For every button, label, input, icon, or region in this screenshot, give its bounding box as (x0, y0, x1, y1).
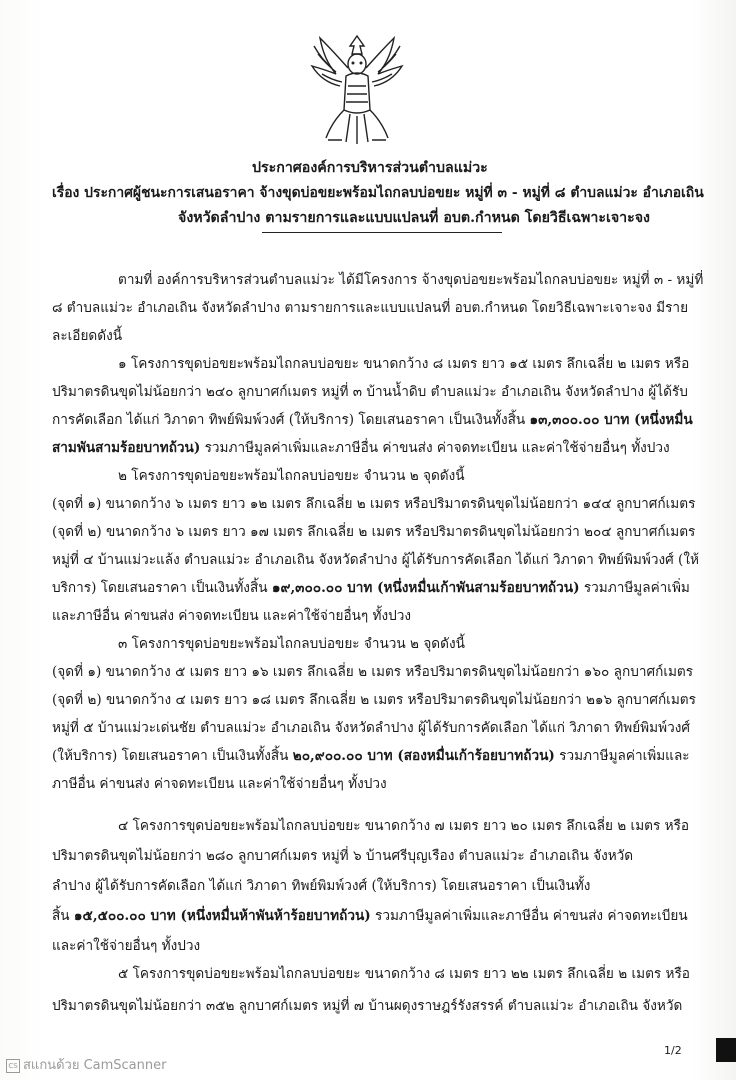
item5-line-2: ปริมาตรดินขุดไม่น้อยกว่า ๓๕๒ ลูกบาศก์เมตร หมู่ที่ ๗ บ้านผดุงราษฎร์รังสรรค์ ตำบลแม่วะ อำเภอเถิน จังหวัด (52, 998, 683, 1014)
item4-line-5: และค่าใช้จ่ายอื่นๆ ทั้งปวง (52, 938, 201, 954)
item3-line-1: ๓ โครงการขุดบ่อขยะพร้อมไถกลบบ่อขยะ จำนวน ๒ จุดดังนี้ (118, 636, 465, 652)
subject-line-2: จังหวัดลำปาง ตามรายการและแบบแปลนที่ อบต.กำหนด โดยวิธีเฉพาะเจาะจง (178, 210, 650, 226)
item4-line-1: ๔ โครงการขุดบ่อขยะพร้อมไถกลบบ่อขยะ ขนาดกว้าง ๗ เมตร ยาว ๒๐ เมตร ลึกเฉลี่ย ๒ เมตร หรือ (118, 818, 690, 834)
intro-line-1: ตามที่ องค์การบริหารส่วนตำบลแม่วะ ได้มีโครงการ จ้างขุดบ่อขยะพร้อมไถกลบบ่อขยะ หมู่ที่ ๓ - หมู่ที่ (118, 272, 704, 288)
item2-line-4: หมู่ที่ ๔ บ้านแม่วะแล้ง ตำบลแม่วะ อำเภอเถิน จังหวัดลำปาง ผู้ได้รับการคัดเลือก ได้แก่ วิภาดา ทิพย์พิมพ์วงศ์ (ให้ (52, 552, 699, 568)
item1-line-2: ปริมาตรดินขุดไม่น้อยกว่า ๒๔๐ ลูกบาศก์เมตร หมู่ที่ ๓ บ้านน้ำดิบ ตำบลแม่วะ อำเภอเถิน จังหวัดลำปาง ผู้ได้รับ (52, 384, 688, 400)
item2-line-3: (จุดที่ ๒) ขนาดกว้าง ๖ เมตร ยาว ๑๗ เมตร ลึกเฉลี่ย ๒ เมตร หรือปริมาตรดินขุดไม่น้อยกว่า ๒๐๔ ลูกบาศก์เมตร (52, 524, 696, 540)
scan-edge-mark (716, 1038, 736, 1062)
item2-line-1: ๒ โครงการขุดบ่อขยะพร้อมไถกลบบ่อขยะ จำนวน ๒ จุดดังนี้ (118, 468, 465, 484)
item3-line-5: (ให้บริการ) โดยเสนอราคา เป็นเงินทั้งสิ้น ๒๐,๙๐๐.๐๐ บาท (สองหมื่นเก้าร้อยบาทถ้วน) รวมภาษีมูลค่าเพิ่มและ (52, 748, 690, 764)
item3-line-6: ภาษีอื่น ค่าขนส่ง ค่าจดทะเบียน และค่าใช้จ่ายอื่นๆ ทั้งปวง (52, 776, 387, 792)
item4-line-3: ลำปาง ผู้ได้รับการคัดเลือก ได้แก่ วิภาดา ทิพย์พิมพ์วงศ์ (ให้บริการ) โดยเสนอราคา เป็นเงินทั้ง (52, 878, 591, 894)
item4-amount: ๑๕,๕๐๐.๐๐ บาท (หนึ่งหมื่นห้าพันห้าร้อยบาทถ้วน) (73, 908, 371, 924)
camscanner-logo-icon: CS (6, 1059, 20, 1073)
item4-line-2: ปริมาตรดินขุดไม่น้อยกว่า ๒๘๐ ลูกบาศก์เมตร หมู่ที่ ๖ บ้านศรีบุญเรือง ตำบลแม่วะ อำเภอเถิน จังหวัด (52, 848, 634, 864)
organization-title: ประกาศองค์การบริหารส่วนตำบลแม่วะ (252, 160, 488, 176)
item1-amount-words: สามพันสามร้อยบาทถ้วน) (52, 440, 201, 456)
item1-line-4: สามพันสามร้อยบาทถ้วน) รวมภาษีมูลค่าเพิ่มและภาษีอื่น ค่าขนส่ง ค่าจดทะเบียน และค่าใช้จ่ายอื่นๆ ทั้งปวง (52, 440, 670, 456)
item1-line-3: การคัดเลือก ได้แก่ วิภาดา ทิพย์พิมพ์วงศ์ (ให้บริการ) โดยเสนอราคา เป็นเงินทั้งสิ้น ๑๓,๓๐๐.๐๐ บาท (หนึ่งหมื่น (52, 412, 693, 428)
item1-amount: ๑๓,๓๐๐.๐๐ บาท (หนึ่งหมื่น (529, 412, 693, 428)
item5-line-1: ๕ โครงการขุดบ่อขยะพร้อมไถกลบบ่อขยะ ขนาดกว้าง ๘ เมตร ยาว ๒๒ เมตร ลึกเฉลี่ย ๒ เมตร หรือ (118, 966, 690, 982)
item3-line-3: (จุดที่ ๒) ขนาดกว้าง ๔ เมตร ยาว ๑๘ เมตร ลึกเฉลี่ย ๒ เมตร หรือปริมาตรดินขุดไม่น้อยกว่า ๒๑๖ ลูกบาศก์เมตร (52, 692, 696, 708)
subject-line-1: เรื่อง ประกาศผู้ชนะการเสนอราคา จ้างขุดบ่อขยะพร้อมไถกลบบ่อขยะ หมู่ที่ ๓ - หมู่ที่ ๘ ตำบลแม่วะ อำเภอเถิน (52, 185, 704, 201)
garuda-emblem-icon (302, 30, 412, 150)
page-number: 1/2 (664, 1044, 682, 1057)
header-divider (262, 232, 502, 233)
item3-amount: ๒๐,๙๐๐.๐๐ บาท (สองหมื่นเก้าร้อยบาทถ้วน) (292, 748, 555, 764)
item3-line-4: หมู่ที่ ๕ บ้านแม่วะเด่นชัย ตำบลแม่วะ อำเภอเถิน จังหวัดลำปาง ผู้ได้รับการคัดเลือก ได้แก่ วิภาดา ทิพย์พิมพ์วงศ์ (52, 720, 690, 736)
intro-line-2: ๘ ตำบลแม่วะ อำเภอเถิน จังหวัดลำปาง ตามรายการและแบบแปลนที่ อบต.กำหนด โดยวิธีเฉพาะเจาะจง มีราย (52, 300, 689, 316)
item1-line-1: ๑ โครงการขุดบ่อขยะพร้อมไถกลบบ่อขยะ ขนาดกว้าง ๘ เมตร ยาว ๑๕ เมตร ลึกเฉลี่ย ๒ เมตร หรือ (118, 356, 690, 372)
item2-line-5: บริการ) โดยเสนอราคา เป็นเงินทั้งสิ้น ๑๙,๓๐๐.๐๐ บาท (หนึ่งหมื่นเก้าพันสามร้อยบาทถ้วน) รวมภาษีมูลค่าเพิ่ม (52, 580, 690, 596)
intro-line-3: ละเอียดดังนี้ (52, 328, 122, 344)
item4-line-4: สิ้น ๑๕,๕๐๐.๐๐ บาท (หนึ่งหมื่นห้าพันห้าร้อยบาทถ้วน) รวมภาษีมูลค่าเพิ่มและภาษีอื่น ค่าขนส่ง ค่าจดทะเบียน (52, 908, 688, 924)
item2-amount: ๑๙,๓๐๐.๐๐ บาท (หนึ่งหมื่นเก้าพันสามร้อยบาทถ้วน) (271, 580, 580, 596)
camscanner-watermark: CS สแกนด้วย CamScanner (6, 1054, 166, 1075)
item3-line-2: (จุดที่ ๑) ขนาดกว้าง ๕ เมตร ยาว ๑๖ เมตร ลึกเฉลี่ย ๒ เมตร หรือปริมาตรดินขุดไม่น้อยกว่า ๑๖๐ ลูกบาศก์เมตร (52, 664, 694, 680)
item2-line-6: และภาษีอื่น ค่าขนส่ง ค่าจดทะเบียน และค่าใช้จ่ายอื่นๆ ทั้งปวง (52, 608, 412, 624)
item2-line-2: (จุดที่ ๑) ขนาดกว้าง ๖ เมตร ยาว ๑๒ เมตร ลึกเฉลี่ย ๒ เมตร หรือปริมาตรดินขุดไม่น้อยกว่า ๑๔๔ ลูกบาศก์เมตร (52, 496, 696, 512)
